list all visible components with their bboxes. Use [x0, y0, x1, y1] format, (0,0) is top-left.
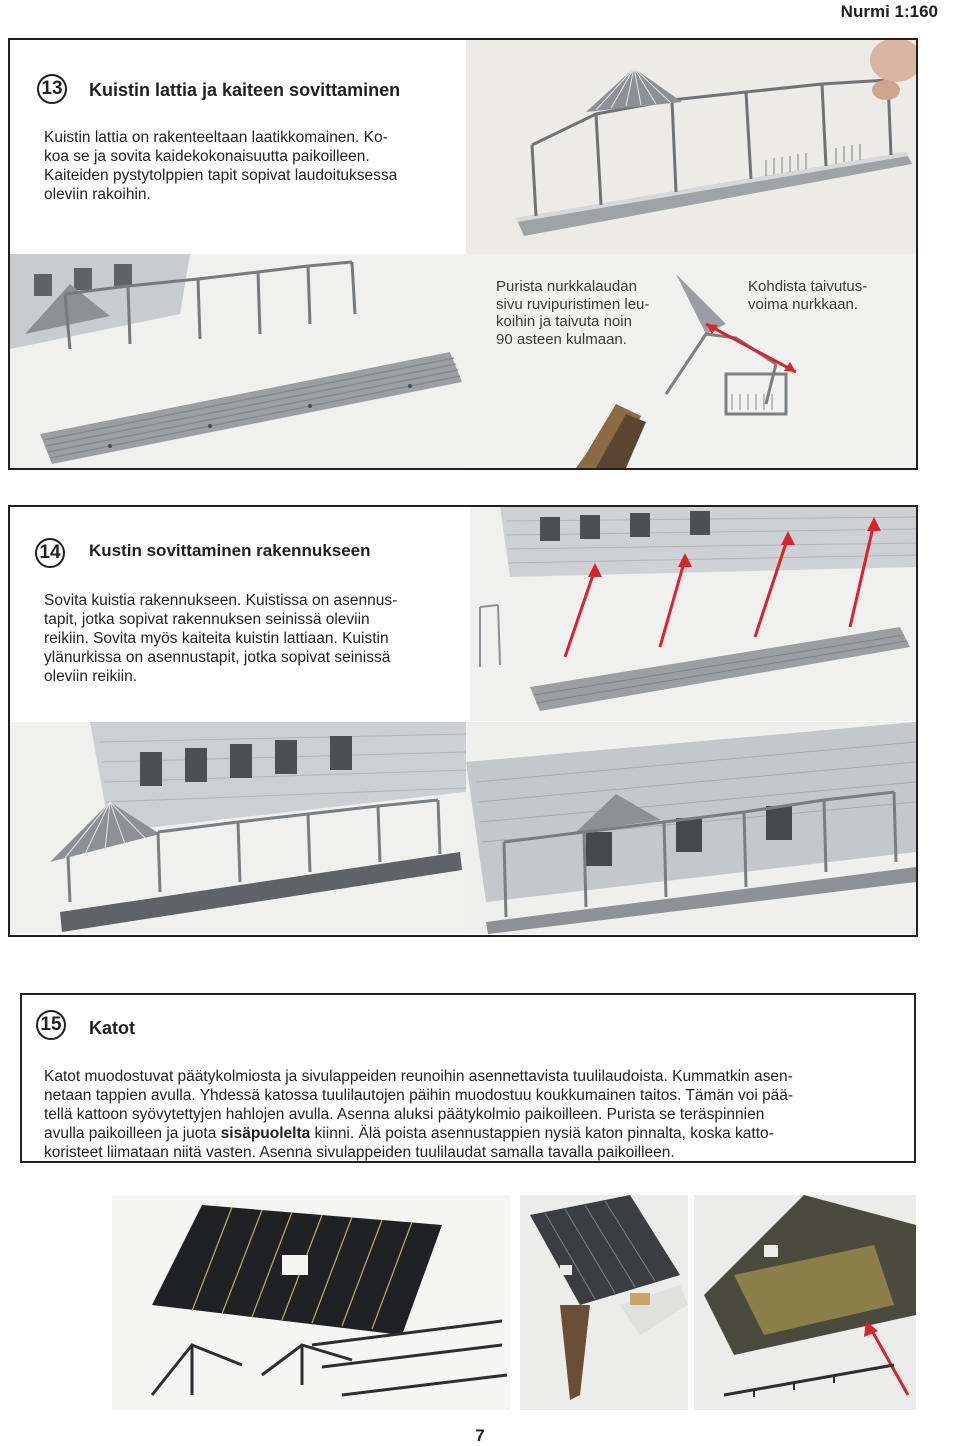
porch-railing-photo [466, 40, 916, 254]
step-14-text-line: oleviin reikiin. [44, 668, 138, 685]
porch-wide-view-photo [466, 722, 916, 934]
step-13-text-line: Kuistin lattia on rakenteeltaan laatikkomainen. Ko- [44, 129, 388, 146]
step-14-number: 14 [39, 542, 61, 563]
step-13-title: Kuistin lattia ja kaiteen sovittaminen [89, 80, 401, 100]
step-13-text-line: oleviin rakoihin. [44, 186, 151, 203]
porch-fitting-arrows-photo [470, 507, 916, 721]
step-13-description [44, 128, 464, 204]
text-run: kiinni. Älä poista asennustappien nysiä katon pinnalta, koska katto- [310, 1125, 774, 1142]
caption-line: koihin ja taivuta noin [496, 313, 632, 330]
step-14-text-line: tapit, jotka sopivat rakennuksen seinissä oleviin [44, 611, 370, 628]
step-15-text-line: koristeet liimataan niitä vasten. Asenna sivulappeiden tuulilaudat samalla tavalla paikoilleen. [44, 1144, 675, 1161]
page-number: 7 [475, 1426, 485, 1445]
step-13-caption-bend [496, 278, 696, 348]
step-13-number: 13 [41, 78, 63, 99]
step-15-title: Katot [89, 1018, 135, 1038]
step-14-number-badge [35, 538, 65, 568]
caption-line: Kohdista taivutus- [748, 278, 868, 295]
roof-soldered-photo [694, 1195, 916, 1410]
step-13-number-badge [37, 74, 67, 104]
step-13-text-line: koa se ja sovita kaidekokonaisuutta paikoilleen. [44, 148, 370, 165]
caption-line: 90 asteen kulmaan. [496, 330, 627, 348]
step-14-text-line: Sovita kuistia rakennukseen. Kuistissa on asennus- [44, 592, 398, 609]
page-header-title: Nurmi 1:160 [840, 2, 938, 21]
porch-attached-photo [10, 722, 466, 934]
step-15-text-line: netaan tappien avulla. Yhdessä katossa tuulilautojen päihin muodostuu koukkumainen taitos. Tämän voi pää- [44, 1087, 794, 1104]
roof-gable-fitting-photo [520, 1195, 688, 1410]
text-run: avulla paikoilleen ja juota [44, 1125, 221, 1142]
caption-line: Purista nurkkalaudan [496, 278, 637, 295]
step-13-text-line: Kaiteiden pystytolppien tapit sopivat laudoituksessa [44, 167, 398, 184]
roof-parts-photo [112, 1195, 510, 1410]
porch-floor-photo [10, 254, 466, 468]
step-14-text-line: reikiin. Sovita myös kaiteita kuistin lattiaan. Kuistin [44, 630, 389, 647]
step-15-text-line [44, 1124, 910, 1143]
step-15-number-badge [36, 1010, 66, 1040]
step-15-description [44, 1067, 910, 1162]
step-14-title: Kustin sovittaminen rakennukseen [89, 541, 371, 560]
emphasis-text: sisäpuolelta [220, 1125, 311, 1142]
step-15-text-line: Katot muodostuvat päätykolmiosta ja sivulappeiden reunoihin asennettavista tuulilaudoista. Kummatkin asen- [44, 1068, 793, 1085]
step-14-description [44, 591, 464, 686]
caption-line: voima nurkkaan. [748, 295, 859, 313]
step-13-caption-force [748, 278, 908, 313]
caption-line: sivu ruvipuristimen leu- [496, 295, 650, 313]
step-14-text-line: ylänurkissa on asennustapit, jotka sopivat seinissä [44, 649, 391, 666]
step-15-text-line: tellä kattoon syövytettyjen hahlojen avulla. Asenna aluksi päätykolmio paikoilleen. Purista se teräspinnien [44, 1106, 765, 1123]
step-15-number: 15 [40, 1014, 62, 1035]
